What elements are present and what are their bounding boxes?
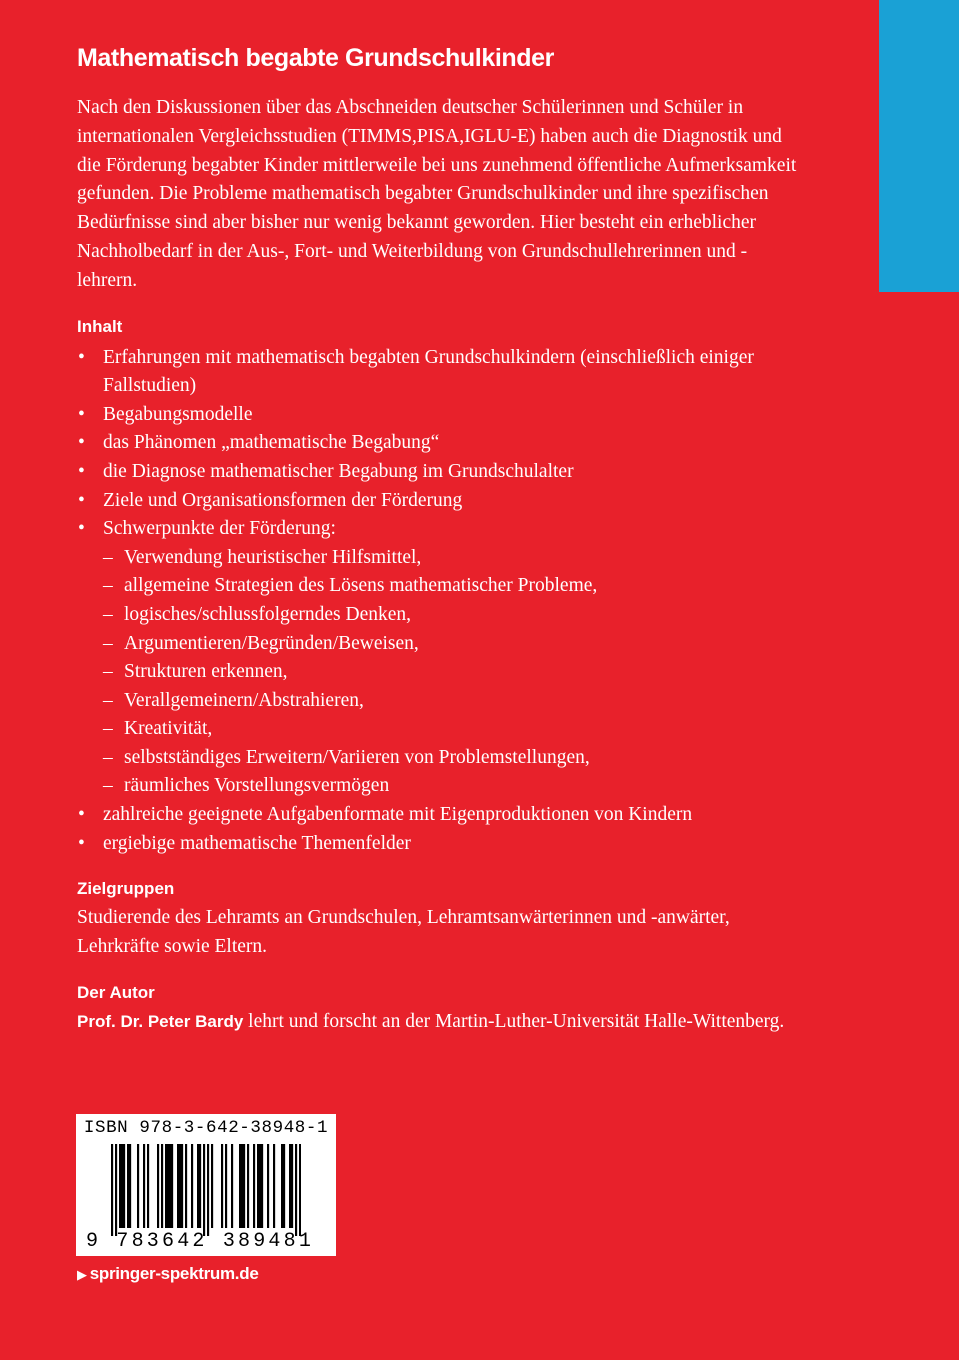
barcode-bar	[127, 1144, 129, 1228]
barcode-bar	[181, 1144, 183, 1228]
barcode-bar	[167, 1144, 169, 1228]
list-item	[77, 429, 797, 458]
barcode-bar	[157, 1144, 159, 1228]
barcode-bar	[199, 1144, 201, 1228]
bullet-icon: •	[78, 460, 85, 482]
barcode-bars	[111, 1144, 301, 1236]
barcode-bar	[267, 1144, 269, 1228]
barcode-bar	[225, 1144, 227, 1228]
barcode-bar	[299, 1144, 301, 1236]
sub-list-item	[103, 630, 797, 659]
list-item-text: Begabungsmodelle	[103, 403, 253, 425]
cover-color-tab	[879, 0, 959, 292]
barcode-bar	[185, 1144, 187, 1228]
bullet-icon: •	[78, 832, 85, 854]
dash-icon: –	[103, 746, 113, 768]
list-item-text: Schwerpunkte der Förderung:	[103, 518, 336, 540]
barcode-bar	[241, 1144, 243, 1228]
list-item-text: zahlreiche geeignete Aufgabenformate mit Eigenproduktionen von Kindern	[103, 804, 693, 826]
back-cover-content	[77, 42, 797, 1037]
barcode-bar	[143, 1144, 145, 1228]
dash-icon: –	[103, 546, 113, 568]
autor-text: lehrt und forscht an der Martin-Luther-Universität Halle-Wittenberg.	[243, 1010, 785, 1032]
dash-icon: –	[103, 689, 113, 711]
barcode-bar	[221, 1144, 223, 1228]
barcode-bar	[111, 1144, 113, 1236]
barcode-bar	[259, 1144, 261, 1228]
barcode-bar	[289, 1144, 291, 1228]
sub-list-item-text: Verallgemeinern/Abstrahieren,	[124, 689, 364, 711]
autor-heading: Der Autor	[77, 982, 155, 1002]
barcode-bar	[165, 1144, 167, 1228]
barcode-bar	[169, 1144, 171, 1228]
barcode-bar	[121, 1144, 123, 1228]
sub-list-item	[103, 601, 797, 630]
book-title: Mathematisch begabte Grundschulkinder	[77, 44, 554, 72]
list-item	[77, 401, 797, 430]
barcode-bar	[243, 1144, 245, 1228]
sub-list-item-text: räumliches Vorstellungsvermögen	[124, 775, 390, 797]
list-item	[77, 344, 797, 401]
barcode-bar	[261, 1144, 263, 1228]
barcode-bar	[291, 1144, 293, 1228]
barcode-bar	[281, 1144, 283, 1228]
barcode-bar	[119, 1144, 121, 1228]
bullet-icon: •	[78, 489, 85, 511]
ean-number: 9 783642 389481	[86, 1230, 315, 1253]
barcode-bar	[197, 1144, 199, 1228]
barcode-bar	[161, 1144, 163, 1228]
barcode-bar	[257, 1144, 259, 1228]
list-item-text: Ziele und Organisationsformen der Förderung	[103, 489, 463, 511]
dash-icon: –	[103, 775, 113, 797]
list-item-text: das Phänomen „mathematische Begabung“	[103, 432, 440, 454]
website-link[interactable]	[77, 1264, 258, 1284]
sub-list-item	[103, 544, 797, 573]
sub-list-item	[103, 772, 797, 801]
sub-list-item	[103, 572, 797, 601]
barcode-bar	[295, 1144, 297, 1236]
author-name: Prof. Dr. Peter Bardy	[77, 1011, 244, 1031]
list-item	[77, 458, 797, 487]
list-item-text: ergiebige mathematische Themenfelder	[103, 832, 411, 854]
sub-list-item-text: Kreativität,	[124, 718, 213, 740]
dash-icon: –	[103, 632, 113, 654]
barcode-bar	[283, 1144, 285, 1228]
zielgruppen-heading: Zielgruppen	[77, 879, 175, 899]
sub-list-item	[103, 715, 797, 744]
isbn-barcode	[76, 1114, 336, 1256]
inhalt-list	[77, 344, 797, 859]
barcode-bar	[231, 1144, 233, 1228]
sub-list-item	[103, 658, 797, 687]
barcode-bar	[239, 1144, 241, 1228]
barcode-bar	[203, 1144, 205, 1236]
sub-list-item-text: Argumentieren/Begründen/Beweisen,	[124, 632, 419, 654]
arrow-right-icon: ▶	[77, 1267, 87, 1282]
isbn-label: ISBN 978-3-642-38948-1	[83, 1118, 329, 1138]
barcode-bar	[211, 1144, 213, 1228]
sub-list-item-text: logisches/schlussfolgerndes Denken,	[124, 603, 412, 625]
dash-icon: –	[103, 718, 113, 740]
barcode-bar	[129, 1144, 131, 1228]
barcode-bar	[273, 1144, 275, 1228]
zielgruppen-text: Studierende des Lehramts an Grundschulen, Lehramtsanwärterinnen und -anwärter, Lehrkräfte sowie Eltern.	[77, 907, 730, 958]
barcode-bar	[207, 1144, 209, 1236]
list-item	[77, 830, 797, 859]
bullet-icon: •	[78, 518, 85, 540]
dash-icon: –	[103, 575, 113, 597]
barcode-bar	[171, 1144, 173, 1228]
dash-icon: –	[103, 661, 113, 683]
list-item	[77, 487, 797, 516]
sub-list-item-text: selbstständiges Erweitern/Variieren von Problemstellungen,	[124, 746, 590, 768]
sub-list-item	[103, 687, 797, 716]
inhalt-heading: Inhalt	[77, 316, 123, 336]
barcode-bar	[137, 1144, 139, 1228]
barcode-bar	[177, 1144, 179, 1228]
list-item-text: Erfahrungen mit mathematisch begabten Grundschulkindern (einschließlich einiger Fallstudien)	[103, 346, 754, 397]
sub-list-item-text: allgemeine Strategien des Lösens mathematischer Probleme,	[124, 575, 598, 597]
barcode-bar	[247, 1144, 249, 1228]
list-item	[77, 801, 797, 830]
sub-list-item	[103, 744, 797, 773]
barcode-bar	[147, 1144, 149, 1228]
sub-list-item-text: Strukturen erkennen,	[124, 661, 288, 683]
barcode-bar	[253, 1144, 255, 1228]
sub-list-item-text: Verwendung heuristischer Hilfsmittel,	[124, 546, 422, 568]
intro-paragraph: Nach den Diskussionen über das Abschneiden deutscher Schülerinnen und Schüler in internationalen Vergleichsstudien (TIMMS,PISA,IGLU-E) haben auch die Diagnostik und die Förderung begabter Kinder mittlerweile bei uns zunehmend öffentliche Aufmerksamkeit gefunden. Die Probleme mathematisch begabter Grundschulkinder und ihre spezifischen Bedürfnisse sind aber bisher nur wenig bekannt geworden. Hier besteht ein erheblicher Nachholbedarf in der Aus-, Fort- und Weiterbildung von Grundschullehrerinnen und -lehrern.	[77, 97, 797, 291]
list-item-text: die Diagnose mathematischer Begabung im Grundschulalter	[103, 460, 574, 482]
bullet-icon: •	[78, 804, 85, 826]
autor-paragraph	[77, 1008, 797, 1037]
barcode-bar	[191, 1144, 193, 1228]
list-item	[77, 515, 797, 801]
dash-icon: –	[103, 603, 113, 625]
website-url: springer-spektrum.de	[89, 1264, 259, 1283]
barcode-bar	[115, 1144, 117, 1236]
sub-list	[103, 544, 797, 801]
bullet-icon: •	[78, 346, 85, 368]
barcode-bar	[179, 1144, 181, 1228]
bullet-icon: •	[78, 432, 85, 454]
bullet-icon: •	[78, 403, 85, 425]
barcode-bar	[123, 1144, 125, 1228]
